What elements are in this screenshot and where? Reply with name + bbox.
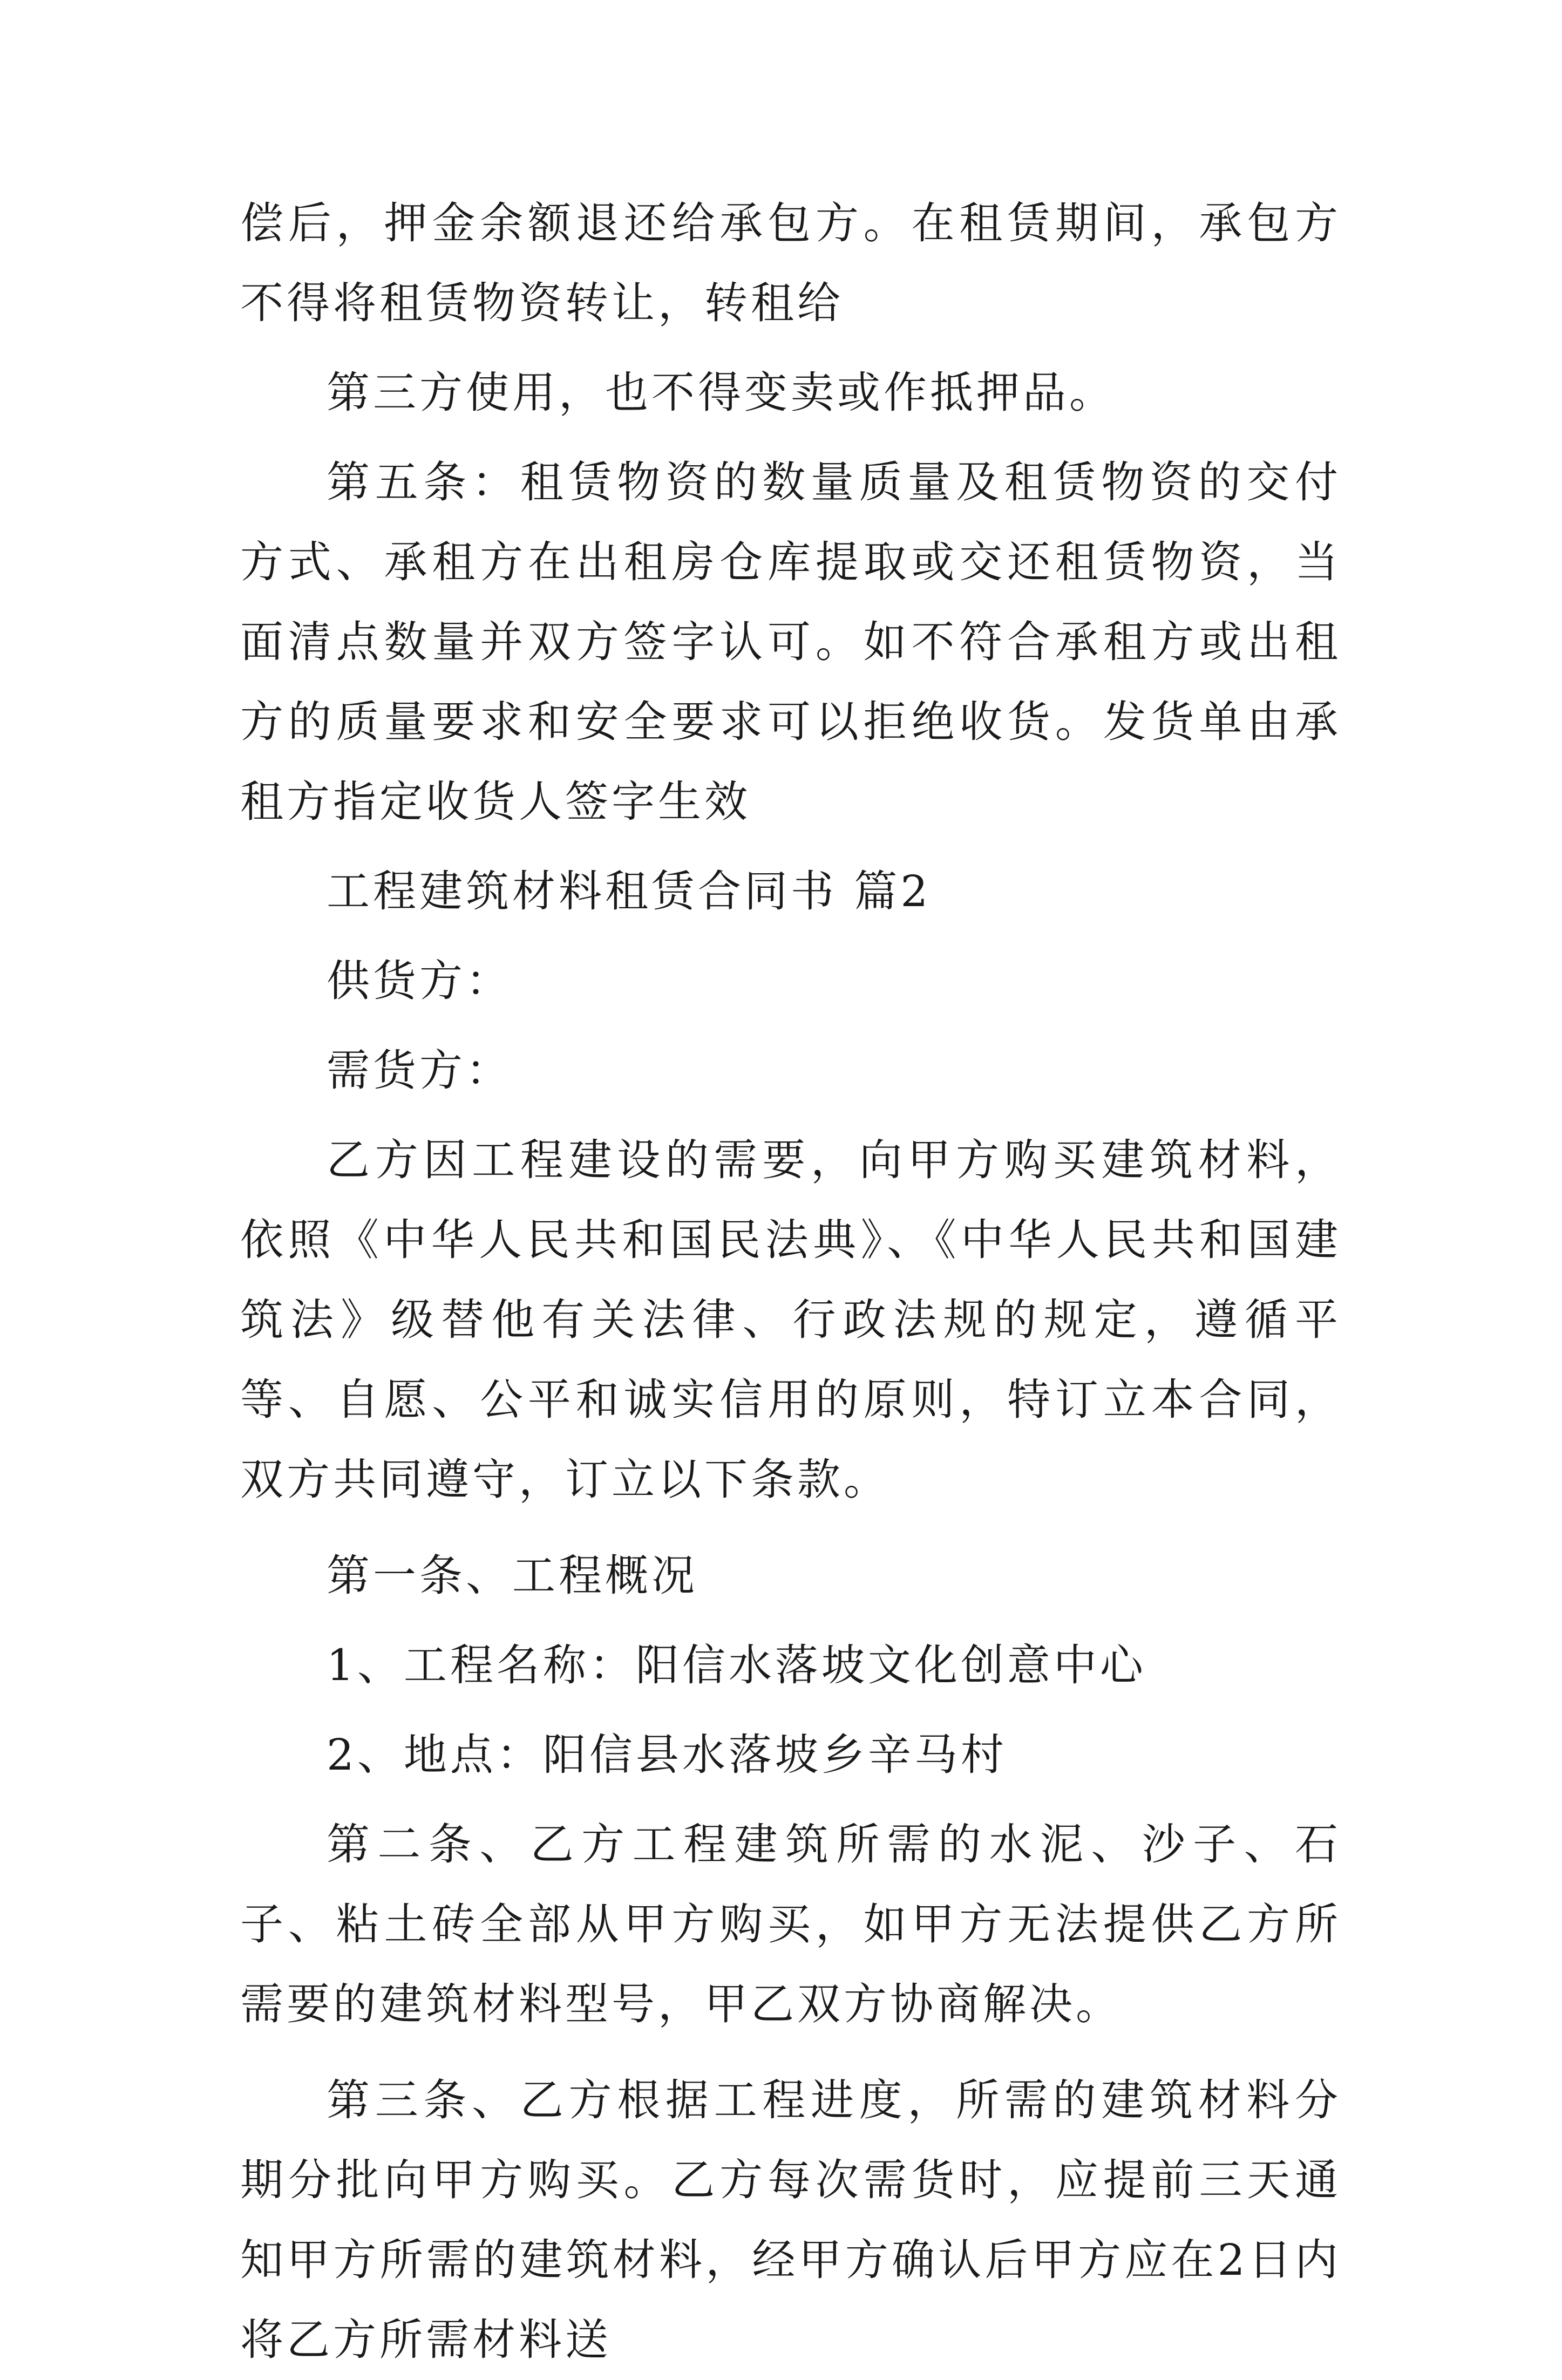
- article-1-heading: 第一条、工程概况: [327, 1551, 698, 1601]
- section-title: 工程建筑材料租赁合同书 篇2: [327, 866, 932, 916]
- buyer-label: 需货方：: [327, 1045, 512, 1096]
- paragraph-article-2: 第二条、乙方工程建筑所需的水泥、沙子、石子、粘土砖全部从甲方购买，如甲方无法提供乙方所需要的建筑材料型号，甲乙双方协商解决。: [240, 1819, 1341, 2029]
- project-location: 2、地点：阳信县水落坡乡辛马村: [327, 1730, 1007, 1780]
- paragraph-continuation: 偿后，押金余额退还给承包方。在租赁期间，承包方不得将租赁物资转让，转租给: [240, 198, 1341, 328]
- project-name: 1、工程名称：阳信水落坡文化创意中心: [327, 1640, 1146, 1690]
- paragraph-article-5: 第五条：租赁物资的数量质量及租赁物资的交付方式、承租方在出租房仓库提取或交还租赁物资，当面清点数量并双方签字认可。如不符合承租方或出租方的质量要求和安全要求可以拒绝收货。发货单由承租方指定收货人签字生效: [240, 457, 1341, 827]
- paragraph-article-3: 第三条、乙方根据工程进度，所需的建筑材料分期分批向甲方购买。乙方每次需货时，应提前三天通知甲方所需的建筑材料，经甲方确认后甲方应在2日内将乙方所需材料送: [240, 2075, 1341, 2365]
- supplier-label: 供货方：: [327, 956, 512, 1006]
- document-body: [240, 183, 1341, 2380]
- paragraph-third-party: 第三方使用，也不得变卖或作抵押品。: [327, 368, 1116, 418]
- paragraph-preamble: 乙方因工程建设的需要，向甲方购买建筑材料，依照《中华人民共和国民法典》、《中华人民共和国建筑法》级替他有关法律、行政法规的规定，遵循平等、自愿、公平和诚实信用的原则，特订立本合同，双方共同遵守，订立以下条款。: [240, 1135, 1341, 1505]
